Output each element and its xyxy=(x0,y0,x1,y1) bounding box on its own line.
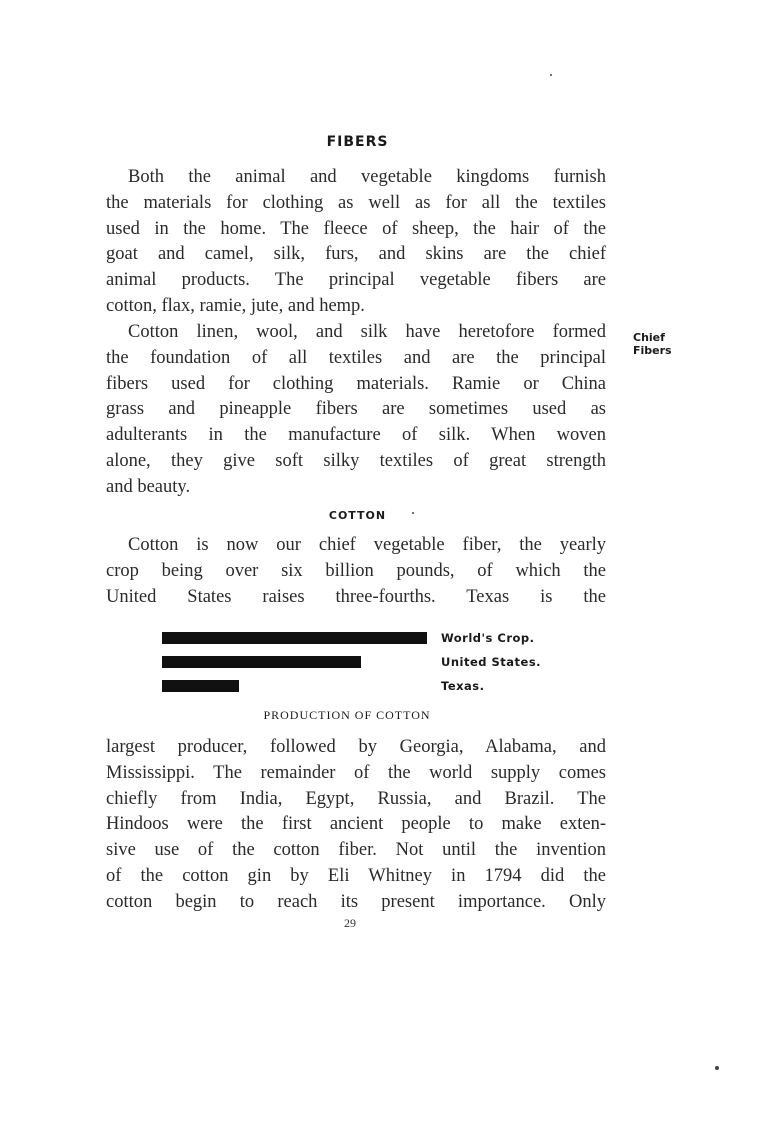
margin-note-line: Chief xyxy=(633,331,665,344)
chart-bar xyxy=(162,680,239,692)
text-line: cotton, flax, ramie, jute, and hemp. xyxy=(106,295,365,316)
text-line: largest producer, followed by Georgia, Alabama, and xyxy=(106,737,606,757)
text-line: animal products. The principal vegetable fibers are xyxy=(106,270,606,291)
paragraph-producers xyxy=(106,735,606,916)
text-line: cotton begin to reach its present importance. Only xyxy=(106,891,606,912)
text-line: used in the home. The fleece of sheep, the hair of the xyxy=(106,218,606,239)
chart-bar-label: World's Crop. xyxy=(441,631,535,645)
paragraph-chief-fibers xyxy=(106,320,606,501)
text-line: sive use of the cotton fiber. Not until the invention xyxy=(106,840,606,861)
chart-bar-label: Texas. xyxy=(441,679,485,693)
text-line: fibers used for clothing materials. Ramie or China xyxy=(106,373,606,394)
text-line: the materials for clothing as well as for all the textiles xyxy=(106,192,606,213)
text-line: goat and camel, silk, furs, and skins are the chief xyxy=(106,244,606,265)
text-line: of the cotton gin by Eli Whitney in 1794 did the xyxy=(106,865,606,886)
text-line: chiefly from India, Egypt, Russia, and Brazil. The xyxy=(106,788,606,809)
page-number: 29 xyxy=(344,916,356,930)
text-line: the foundation of all textiles and are the principal xyxy=(106,347,606,368)
text-line: Mississippi. The remainder of the world supply comes xyxy=(106,762,606,783)
paper-speck xyxy=(412,512,414,514)
text-line: United States raises three-fourths. Texas is the xyxy=(106,586,606,607)
paragraph-intro xyxy=(106,165,606,320)
paper-speck xyxy=(715,1066,719,1070)
paper-speck xyxy=(550,74,552,76)
margin-note xyxy=(633,331,672,357)
section-heading: COTTON xyxy=(328,509,387,522)
text-line: Cotton is now our chief vegetable fiber, the yearly xyxy=(128,535,606,555)
margin-note-line: Fibers xyxy=(633,344,672,357)
cotton-production-chart xyxy=(162,630,562,725)
text-line: Both the animal and vegetable kingdoms furnish xyxy=(128,167,606,187)
text-line: grass and pineapple fibers are sometimes used as xyxy=(106,399,606,420)
text-line: alone, they give soft silky textiles of great strength xyxy=(106,450,606,471)
chart-bar xyxy=(162,656,361,668)
paragraph-cotton xyxy=(106,533,606,610)
chart-title: PRODUCTION OF COTTON xyxy=(263,708,431,722)
chart-bar-label: United States. xyxy=(441,655,542,669)
text-line: adulterants in the manufacture of silk. When woven xyxy=(106,425,606,446)
page-title: FIBERS xyxy=(326,134,389,150)
chart-bar xyxy=(162,632,427,644)
text-line: Hindoos were the first ancient people to make exten- xyxy=(106,814,606,835)
text-line: crop being over six billion pounds, of which the xyxy=(106,560,606,581)
text-line: Cotton linen, wool, and silk have heretofore formed xyxy=(128,322,606,342)
text-line: and beauty. xyxy=(106,476,191,497)
